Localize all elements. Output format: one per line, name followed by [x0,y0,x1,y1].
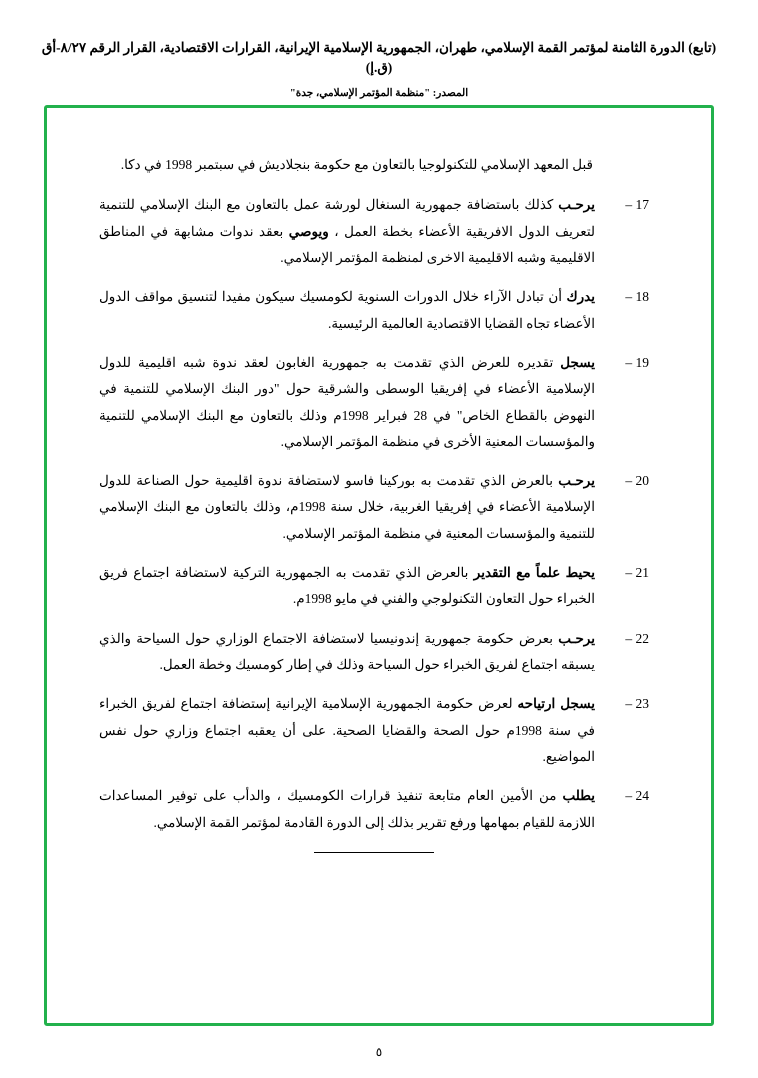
item-lead: يسجل ارتياحه [517,696,596,712]
item-text [99,468,595,547]
item-number-value: 21 [635,565,649,581]
list-item [99,783,649,836]
item-content: أن تبادل الآراء خلال الدورات السنوية لكومسيك سيكون مفيدا لتنسيق مواقف الدول الأعضاء تجاه القضايا الاقتصادية العالمية الرئيسية. [99,289,595,331]
page-number: ٥ [375,1045,383,1059]
item-lead: يسجل [560,354,595,370]
item-text [99,691,595,770]
item-lead: يرحـب [558,197,596,213]
item-number [595,560,649,586]
item-lead: يحيط علماً مع التقدير [473,565,596,581]
item-dash: – [625,197,633,213]
item-number-value: 22 [635,630,649,646]
item-number-value: 17 [635,197,649,213]
item-content: كذلك باستضافة جمهورية السنغال لورشة عمل بالتعاون مع البنك الإسلامي للتنمية لتعريف الدول الافريقية الأعضاء بخطة العمل ، [99,197,596,239]
list-item [99,284,649,337]
item-content: تقديره للعرض الذي تقدمت به جمهورية الغابون لعقد ندوة شبه اقليمية للدول الإسلامية الأعضاء في إفريقيا الوسطى والشرقية حول "دور البنك الإسلامي للتنمية في النهوض بالقطاع الخاص" في 28 فبراير 1998م وذلك بالتعاون مع البنك الإسلامي للتنمية والمؤسسات المعنية الأخرى في منظمة المؤتمر الإسلامي. [99,354,596,449]
item-dash: – [625,788,633,804]
item-number [595,350,649,376]
item-number-value: 24 [635,788,649,804]
section-divider [314,852,434,853]
item-lead: يرحـب [558,630,596,646]
header-title: (تابع) الدورة الثامنة لمؤتمر القمة الإسلامي، طهران، الجمهورية الإسلامية الإيرانية، القرارات الاقتصادية، القرار الرقم ٨/٢٧-أق (ق.إ) [41,40,717,76]
item-number [595,468,649,494]
item-lead: يطلب [562,788,596,804]
item-text [99,350,595,455]
item-content: بعرض حكومة جمهورية إندونيسيا لاستضافة الاجتماع الوزاري حول السياحة والذي يسبقه اجتماع لفريق الخبراء حول السياحة وذلك في إطار كومسيك وخطة العمل. [99,630,595,672]
item-text [99,284,595,337]
green-border-frame [44,105,714,1026]
list-item [99,192,649,271]
item-content: لعرض حكومة الجمهورية الإسلامية الإيرانية إستضافة اجتماع لفريق الخبراء في سنة 1998م حول الصحة والقضايا الصحية. على أن يعقبه اجتماع وزاري حول نفس المواضيع. [99,696,595,764]
item-number [595,626,649,652]
item-number-value: 20 [635,473,649,489]
item-lead: يدرك [566,289,596,305]
item-content: من الأمين العام متابعة تنفيذ قرارات الكومسيك ، والدأب على توفير المساعدات اللازمة للقيام بمهامها ورفع تقرير بذلك إلى الدورة القادمة لمؤتمر القمة الإسلامي. [99,788,595,830]
document-body [47,108,711,873]
item-content: بالعرض الذي تقدمت به بوركينا فاسو لاستضافة ندوة اقليمية حول الصناعة للدول الإسلامية الأعضاء في إفريقيا الغربية، خلال سنة 1998م، وذلك بالتعاون مع البنك الإسلامي للتنمية والمؤسسات المعنية في منظمة المؤتمر الإسلامي. [99,473,595,541]
item-number [595,192,649,218]
item-number [595,284,649,310]
item-number [595,691,649,717]
item-number-value: 23 [635,696,649,712]
item-text [99,560,595,613]
item-number [595,783,649,809]
item-dash: – [625,565,633,581]
item-text [99,192,595,271]
list-item [99,560,649,613]
item-dash: – [625,696,633,712]
item-number-value: 19 [635,354,649,370]
item-dash: – [625,289,633,305]
item-number-value: 18 [635,289,649,305]
item-content: بالعرض الذي تقدمت به الجمهورية التركية لاستضافة اجتماع فريق الخبراء حول التعاون التكنولوجي والفني في مايو 1998م. [99,565,595,607]
item-content-2: بعقد ندوات مشابهة في المناطق الاقليمية وشبه الاقليمية الاخرى لمنظمة المؤتمر الإسلامي. [99,223,595,265]
page-header [0,0,758,99]
list-item [99,691,649,770]
item-text [99,626,595,679]
continued-paragraph: قبل المعهد الإسلامي للتكنولوجيا بالتعاون مع حكومة بنجلاديش في سبتمبر 1998 في دكا. [120,157,593,172]
item-dash: – [625,630,633,646]
header-source: المصدر: "منظمة المؤتمر الإسلامي، جدة" [289,87,469,99]
item-lead-2: ويوصي [288,223,329,239]
item-text [99,783,595,836]
item-lead: يرحـب [558,473,595,489]
item-dash: – [625,354,633,370]
item-dash: – [625,473,633,489]
list-item [99,626,649,679]
list-item [99,350,649,455]
list-item [99,468,649,547]
